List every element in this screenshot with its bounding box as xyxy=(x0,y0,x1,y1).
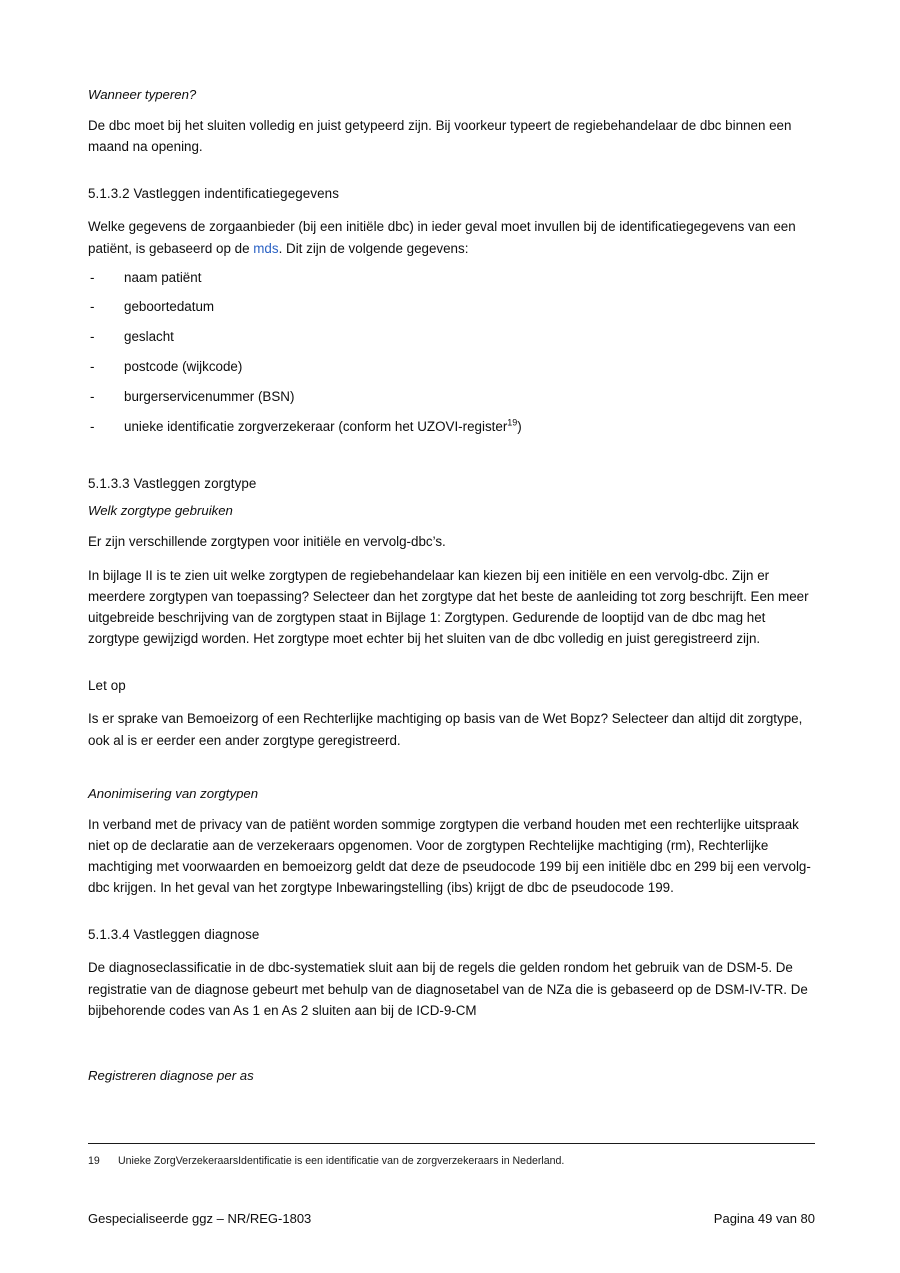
footnote-text: Unieke ZorgVerzekeraarsIdentificatie is een identificatie van de zorgverzekeraars in Nederland. xyxy=(118,1155,565,1167)
mds-link[interactable]: mds xyxy=(253,240,279,256)
identificatiegegevens-list xyxy=(88,269,816,437)
dash-bullet: - xyxy=(90,329,95,345)
list-item-label: naam patiënt xyxy=(124,269,202,285)
list-item-label: geboortedatum xyxy=(124,299,215,315)
dash-bullet: - xyxy=(90,359,95,375)
section-heading-let-op: Let op xyxy=(88,678,126,694)
paragraph-wanneer-typeren: De dbc moet bij het sluiten volledig en juist getypeerd zijn. Bij voorkeur typeert de regiebehandelaar de dbc binnen een maand na opening. xyxy=(88,117,792,155)
list-item xyxy=(88,298,816,317)
section-heading-anonimisering: Anonimisering van zorgtypen xyxy=(88,785,259,801)
paragraph-identificatiegegevens xyxy=(88,216,816,258)
list-item-label-tail: ) xyxy=(517,418,522,434)
list-item xyxy=(88,418,816,437)
footnote-ref-19: 19 xyxy=(507,417,518,428)
section-heading-5-1-3-2: 5.1.3.2 Vastleggen indentificatiegegevens xyxy=(88,186,340,202)
identificatie-text-after-link: . Dit zijn de volgende gegevens: xyxy=(278,240,469,256)
footnote-divider xyxy=(88,1143,815,1144)
footnote-19 xyxy=(88,1155,815,1167)
identificatie-text-before-link: Welke gegevens de zorgaanbieder (bij een initiële dbc) in ieder geval moet invullen bij de identificatiegegevens van een patiënt, is gebaseerd op de xyxy=(88,219,796,256)
paragraph-zorgtypen-intro: Er zijn verschillende zorgtypen voor initiële en vervolg-dbc’s. xyxy=(88,534,446,550)
list-item-label: burgerservicenummer (BSN) xyxy=(124,388,295,404)
subheading-welk-zorgtype: Welk zorgtype gebruiken xyxy=(88,503,233,519)
dash-bullet: - xyxy=(90,418,95,434)
section-heading-registreren-diagnose: Registreren diagnose per as xyxy=(88,1067,254,1083)
paragraph-anonimisering: In verband met de privacy van de patiënt worden sommige zorgtypen die verband houden met een rechterlijke uitspraak niet op de declaratie aan de verzekeraars opgenomen. Voor de zorgtypen Rechtelijke machtiging (rm), Rechterlijke machtiging met voorwaarden en bemoeizorg geldt dat deze de pseudocode 199 bij een initiële dbc en 299 bij een vervolg-dbc krijgen. In het geval van het zorgtype Inbewaringstelling (ibs) krijgt de dbc de pseudocode 199. xyxy=(88,816,811,896)
section-heading-5-1-3-3: 5.1.3.3 Vastleggen zorgtype xyxy=(88,476,257,492)
page-footer xyxy=(88,1211,815,1226)
footnote-number: 19 xyxy=(88,1155,100,1167)
list-item-label: postcode (wijkcode) xyxy=(124,359,243,375)
footer-right: Pagina 49 van 80 xyxy=(713,1211,815,1226)
footer-left: Gespecialiseerde ggz – NR/REG-1803 xyxy=(88,1211,312,1226)
dash-bullet: - xyxy=(90,388,95,404)
list-item xyxy=(88,388,816,407)
list-item-label: unieke identificatie zorgverzekeraar (conform het UZOVI-register xyxy=(124,418,508,434)
paragraph-diagnose: De diagnoseclassificatie in de dbc-systematiek sluit aan bij de regels die gelden rondom het gebruik van de DSM-5. De registratie van de diagnose gebeurt met behulp van de diagnosetabel van de NZa die is gebaseerd op de DSM-IV-TR. De bijbehorende codes van As 1 en As 2 sluiten aan bij de ICD-9-CM xyxy=(88,960,808,1018)
list-item-label: geslacht xyxy=(124,329,174,345)
section-heading-5-1-3-4: 5.1.3.4 Vastleggen diagnose xyxy=(88,927,260,943)
paragraph-zorgtypen-detail: In bijlage II is te zien uit welke zorgtypen de regiebehandelaar kan kiezen bij een initiële en een vervolg-dbc. Zijn er meerdere zorgtypen van toepassing? Selecteer dan het zorgtype dat het beste de aanleiding tot zorg beschrijft. Een meer uitgebreide beschrijving van de zorgtypen staat in Bijlage 1: Zorgtypen. Gedurende de looptijd van de dbc mag het zorgtype gewijzigd worden. Het zorgtype moet echter bij het sluiten van de dbc volledig en juist geregistreerd zijn. xyxy=(88,567,809,647)
paragraph-let-op: Is er sprake van Bemoeizorg of een Rechterlijke machtiging op basis van de Wet Bopz? Selecteer dan altijd dit zorgtype, ook al is er eerder een ander zorgtype geregistreerd. xyxy=(88,711,803,748)
list-item xyxy=(88,358,816,377)
dash-bullet: - xyxy=(90,269,95,285)
dash-bullet: - xyxy=(90,299,95,315)
section-heading-wanneer-typeren: Wanneer typeren? xyxy=(88,87,197,102)
page-content xyxy=(88,85,816,1087)
list-item xyxy=(88,328,816,347)
list-item xyxy=(88,269,816,288)
